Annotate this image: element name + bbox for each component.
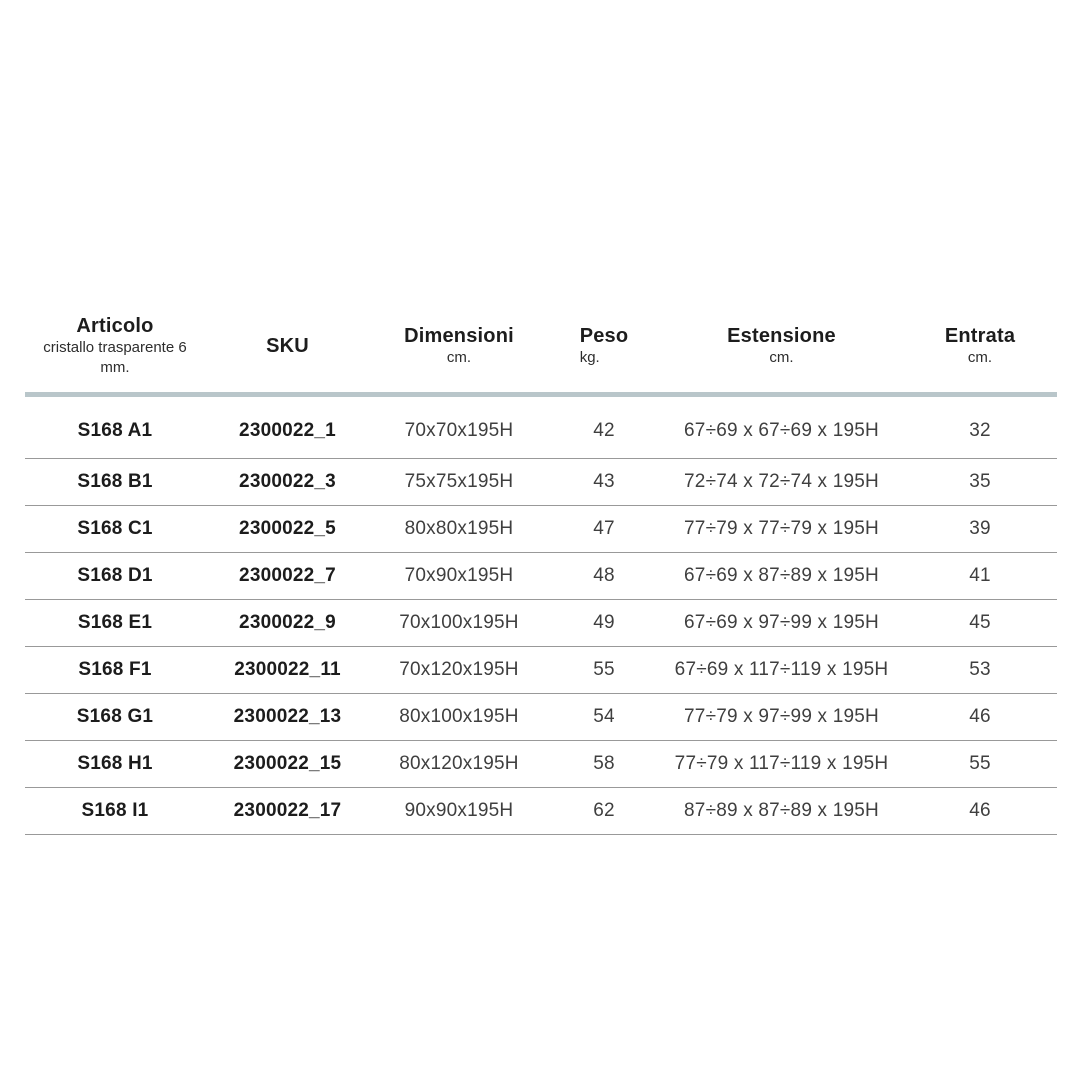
cell-estensione: 67÷69 x 87÷89 x 195H — [660, 552, 903, 599]
cell-sku: 2300022_9 — [205, 599, 370, 646]
column-header-peso — [548, 306, 660, 394]
cell-peso: 49 — [548, 599, 660, 646]
cell-entrata: 35 — [903, 458, 1057, 505]
cell-peso: 62 — [548, 787, 660, 834]
cell-articolo: S168 I1 — [25, 787, 205, 834]
column-sublabel-dimensioni: cm. — [446, 349, 472, 367]
table-row — [25, 693, 1057, 740]
cell-entrata: 45 — [903, 599, 1057, 646]
cell-peso: 42 — [548, 394, 660, 458]
table-row — [25, 552, 1057, 599]
table-row — [25, 394, 1057, 458]
cell-articolo: S168 F1 — [25, 646, 205, 693]
column-label-entrata: Entrata — [944, 325, 1016, 348]
cell-dimensioni: 70x70x195H — [370, 394, 548, 458]
cell-dimensioni: 70x100x195H — [370, 599, 548, 646]
cell-estensione: 67÷69 x 67÷69 x 195H — [660, 394, 903, 458]
column-header-articolo — [25, 306, 205, 394]
table-row — [25, 505, 1057, 552]
column-label-sku: SKU — [266, 335, 309, 358]
table-row — [25, 740, 1057, 787]
column-sublabel-entrata: cm. — [967, 349, 993, 367]
column-sublabel-peso: kg. — [579, 349, 600, 367]
cell-estensione: 87÷89 x 87÷89 x 195H — [660, 787, 903, 834]
cell-entrata: 41 — [903, 552, 1057, 599]
column-header-sku — [205, 306, 370, 394]
cell-estensione: 67÷69 x 97÷99 x 195H — [660, 599, 903, 646]
column-label-dimensioni: Dimensioni — [404, 325, 514, 348]
cell-entrata: 46 — [903, 693, 1057, 740]
cell-dimensioni: 75x75x195H — [370, 458, 548, 505]
cell-peso: 43 — [548, 458, 660, 505]
table-row — [25, 646, 1057, 693]
cell-articolo: S168 A1 — [25, 394, 205, 458]
cell-entrata: 39 — [903, 505, 1057, 552]
cell-dimensioni: 80x120x195H — [370, 740, 548, 787]
cell-peso: 58 — [548, 740, 660, 787]
cell-sku: 2300022_3 — [205, 458, 370, 505]
cell-dimensioni: 80x80x195H — [370, 505, 548, 552]
cell-articolo: S168 E1 — [25, 599, 205, 646]
column-label-estensione: Estensione — [727, 325, 836, 348]
column-label-articolo: Articolo — [76, 315, 154, 337]
table-row — [25, 458, 1057, 505]
cell-articolo: S168 D1 — [25, 552, 205, 599]
column-header-dimensioni — [370, 306, 548, 394]
cell-sku: 2300022_13 — [205, 693, 370, 740]
cell-sku: 2300022_1 — [205, 394, 370, 458]
cell-estensione: 77÷79 x 77÷79 x 195H — [660, 505, 903, 552]
cell-entrata: 55 — [903, 740, 1057, 787]
table-header-row — [25, 306, 1057, 394]
cell-sku: 2300022_7 — [205, 552, 370, 599]
product-spec-section — [25, 306, 1057, 835]
cell-peso: 55 — [548, 646, 660, 693]
cell-articolo: S168 H1 — [25, 740, 205, 787]
cell-peso: 48 — [548, 552, 660, 599]
cell-peso: 54 — [548, 693, 660, 740]
cell-dimensioni: 80x100x195H — [370, 693, 548, 740]
cell-estensione: 77÷79 x 97÷99 x 195H — [660, 693, 903, 740]
cell-dimensioni: 70x120x195H — [370, 646, 548, 693]
cell-sku: 2300022_11 — [205, 646, 370, 693]
cell-sku: 2300022_5 — [205, 505, 370, 552]
column-label-peso: Peso — [579, 325, 629, 348]
cell-estensione: 67÷69 x 117÷119 x 195H — [660, 646, 903, 693]
cell-entrata: 46 — [903, 787, 1057, 834]
cell-articolo: S168 G1 — [25, 693, 205, 740]
spec-table — [25, 306, 1057, 835]
cell-articolo: S168 B1 — [25, 458, 205, 505]
column-header-estensione — [660, 306, 903, 394]
cell-articolo: S168 C1 — [25, 505, 205, 552]
table-row — [25, 787, 1057, 834]
column-sublabel-articolo: cristallo trasparente 6 mm. — [43, 339, 187, 377]
column-header-entrata — [903, 306, 1057, 394]
cell-dimensioni: 70x90x195H — [370, 552, 548, 599]
cell-sku: 2300022_15 — [205, 740, 370, 787]
column-sublabel-estensione: cm. — [769, 349, 794, 367]
cell-sku: 2300022_17 — [205, 787, 370, 834]
cell-estensione: 72÷74 x 72÷74 x 195H — [660, 458, 903, 505]
cell-estensione: 77÷79 x 117÷119 x 195H — [660, 740, 903, 787]
table-row — [25, 599, 1057, 646]
cell-entrata: 53 — [903, 646, 1057, 693]
cell-entrata: 32 — [903, 394, 1057, 458]
cell-peso: 47 — [548, 505, 660, 552]
cell-dimensioni: 90x90x195H — [370, 787, 548, 834]
